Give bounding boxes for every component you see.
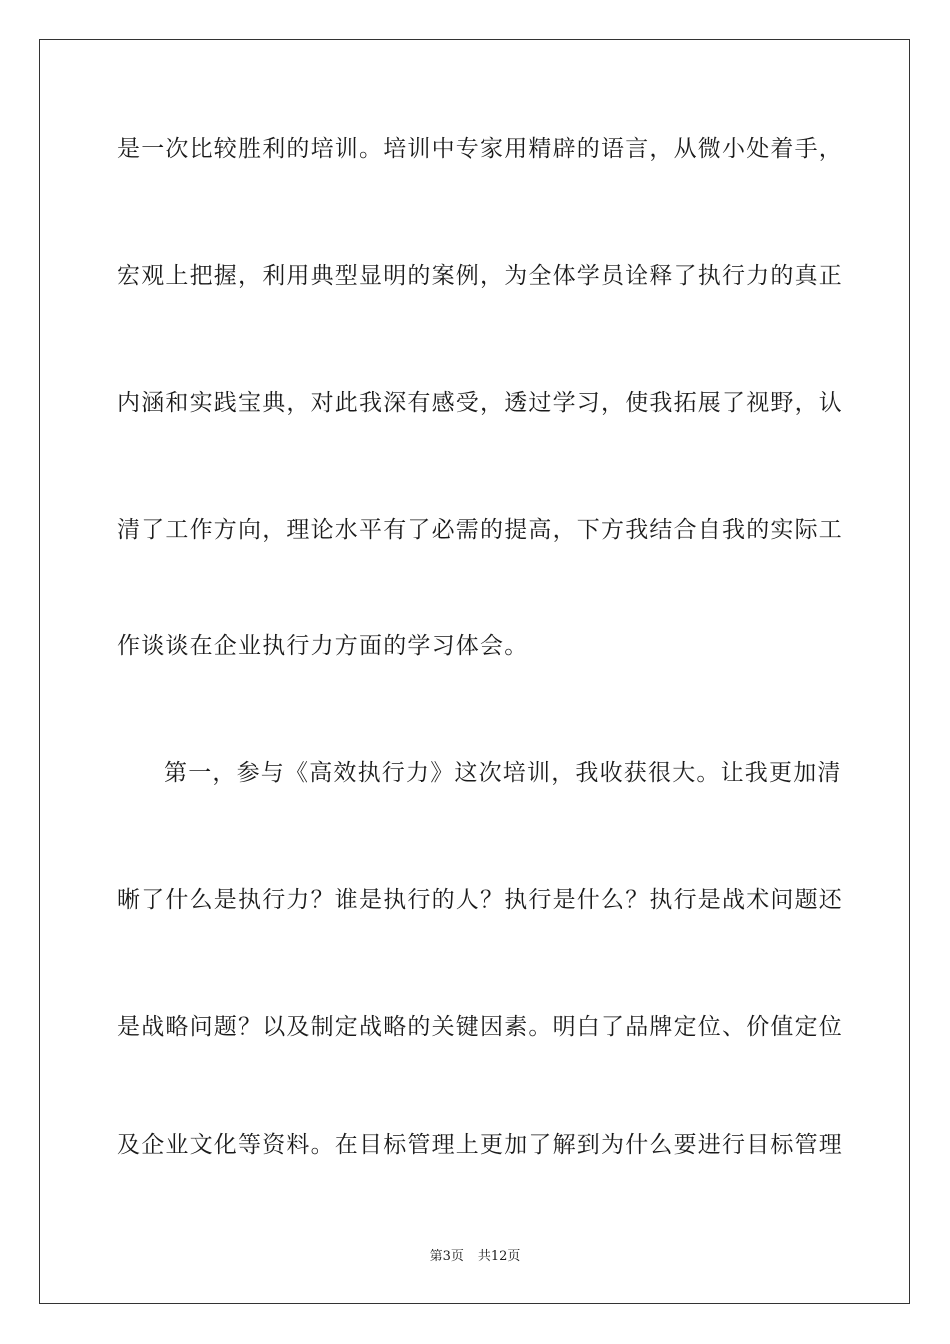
text-line: 及企业文化等资料。在目标管理上更加了解到为什么要进行目标管理 bbox=[117, 1132, 843, 1158]
page-total: 共12页 bbox=[477, 1249, 521, 1264]
text-line: 宏观上把握，利用典型显明的案例，为全体学员诠释了执行力的真正 bbox=[117, 263, 843, 289]
text-line: 内涵和实践宝典，对此我深有感受，透过学习，使我拓展了视野，认 bbox=[117, 390, 843, 416]
paragraph-first-line: 第一，参与《高效执行力》这次培训，我收获很大。让我更加清 bbox=[164, 760, 842, 786]
text-line: 是战略问题？以及制定战略的关键因素。明白了品牌定位、价值定位 bbox=[117, 1014, 843, 1040]
text-line: 是一次比较胜利的培训。培训中专家用精辟的语言，从微小处着手， bbox=[117, 136, 843, 162]
text-line: 清了工作方向，理论水平有了必需的提高，下方我结合自我的实际工 bbox=[117, 517, 843, 543]
page-number: 第3页 bbox=[429, 1249, 464, 1264]
page-border bbox=[39, 39, 910, 1304]
text-line: 晰了什么是执行力？谁是执行的人？执行是什么？执行是战术问题还 bbox=[117, 887, 843, 913]
text-line: 作谈谈在企业执行力方面的学习体会。 bbox=[117, 633, 529, 659]
page-footer bbox=[0, 1248, 950, 1266]
